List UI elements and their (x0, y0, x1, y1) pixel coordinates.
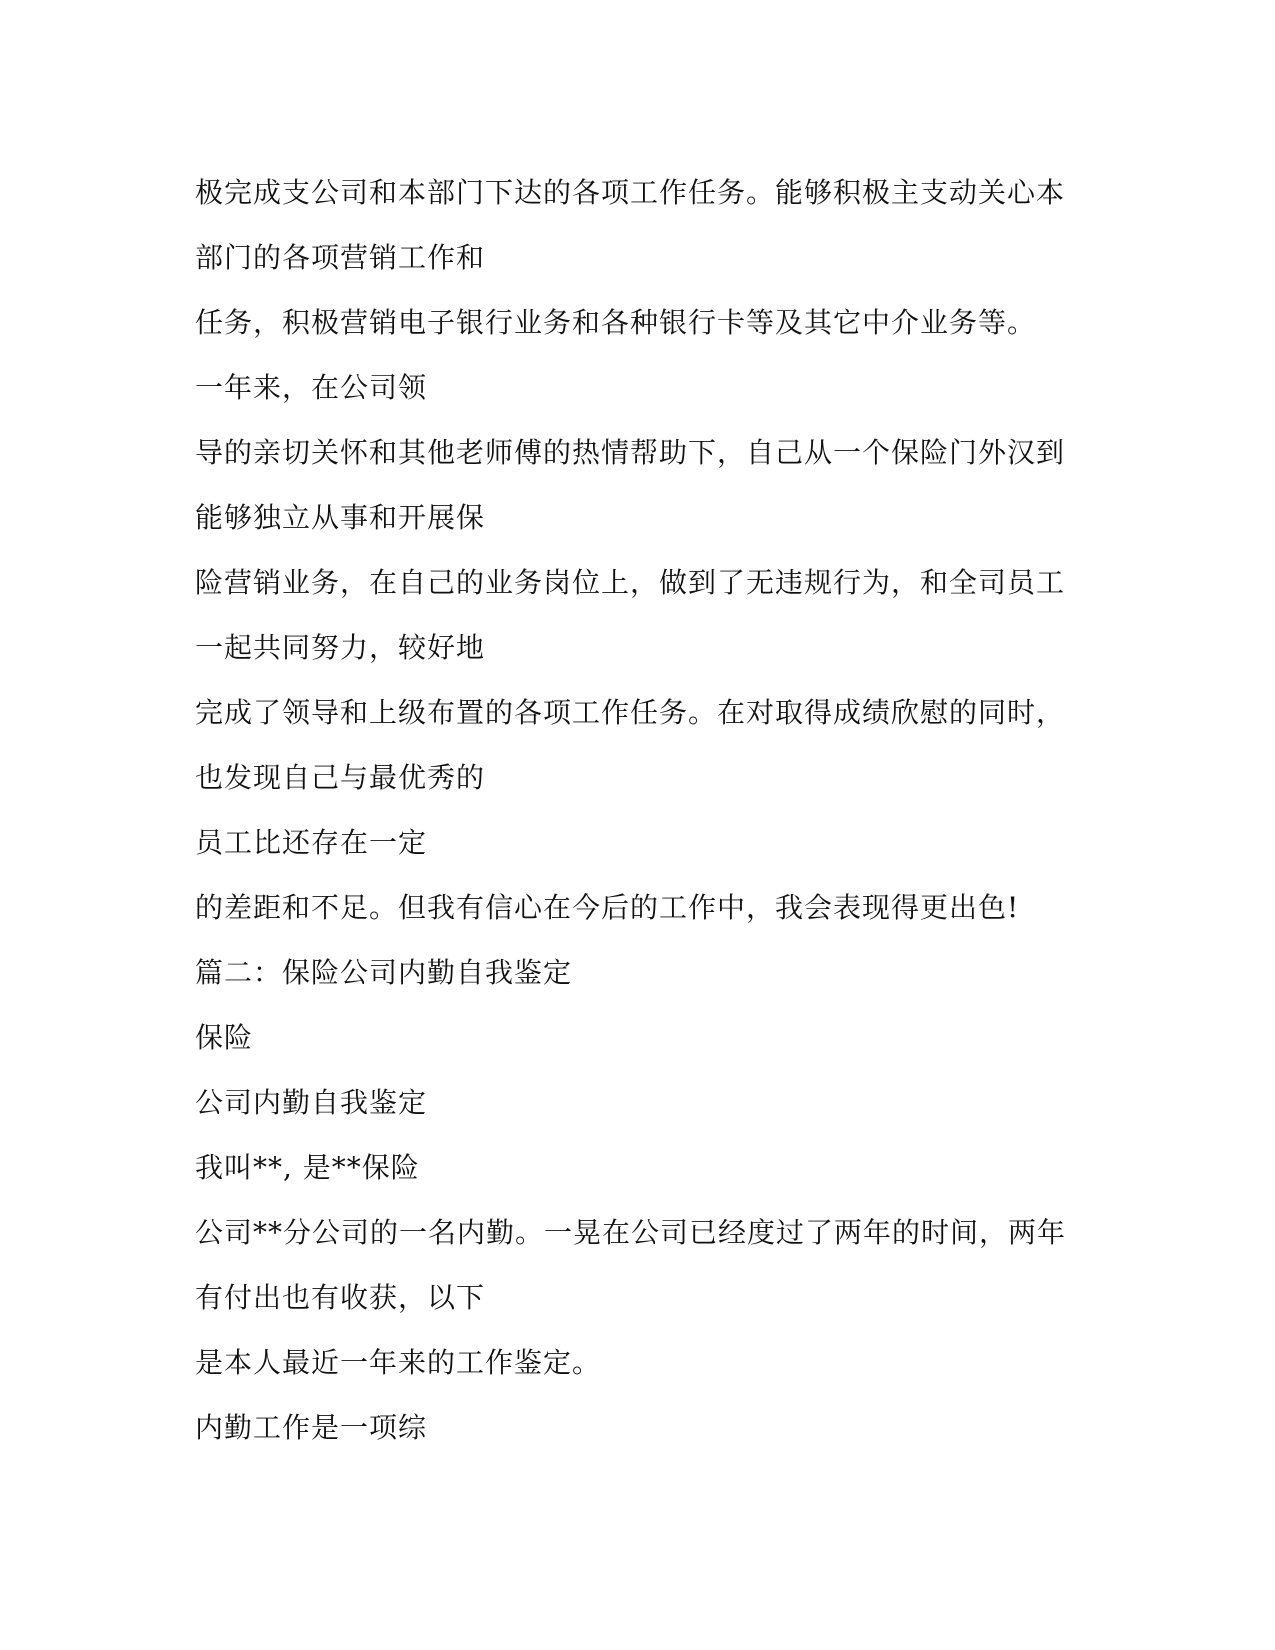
text-line: 是本人最近一年来的工作鉴定。 (195, 1346, 602, 1379)
text-line: 有付出也有收获，以下 (195, 1281, 486, 1314)
text-line: 部门的各项营销工作和 (195, 241, 486, 274)
text-line: 导的亲切关怀和其他老师傅的热情帮助下，自己从一个保险门外汉到 (195, 436, 1066, 469)
text-line: 内勤工作是一项综 (195, 1411, 428, 1444)
text-line: 极完成支公司和本部门下达的各项工作任务。能够积极主支动关心本 (195, 176, 1066, 209)
document-body (195, 160, 1075, 1460)
text-line: 任务，积极营销电子银行业务和各种银行卡等及其它中介业务等。 (195, 306, 1037, 339)
text-line: 的差距和不足。但我有信心在今后的工作中，我会表现得更出色! (195, 891, 1020, 924)
text-line: 能够独立从事和开展保 (195, 501, 486, 534)
text-line: 一起共同努力，较好地 (195, 631, 486, 664)
text-line: 公司内勤自我鉴定 (195, 1086, 428, 1119)
section-heading: 篇二：保险公司内勤自我鉴定 (195, 956, 573, 989)
text-line: 公司**分公司的一名内勤。一晃在公司已经度过了两年的时间，两年 (195, 1216, 1067, 1249)
text-line: 险营销业务，在自己的业务岗位上，做到了无违规行为，和全司员工 (195, 566, 1066, 599)
text-line: 完成了领导和上级布置的各项工作任务。在对取得成绩欣慰的同时， (195, 696, 1066, 729)
text-line: 也发现自己与最优秀的 (195, 761, 486, 794)
text-line: 我叫**, 是**保险 (195, 1151, 420, 1184)
text-line: 保险 (195, 1021, 254, 1054)
text-line: 一年来，在公司领 (195, 371, 428, 404)
text-line: 员工比还存在一定 (195, 826, 428, 859)
